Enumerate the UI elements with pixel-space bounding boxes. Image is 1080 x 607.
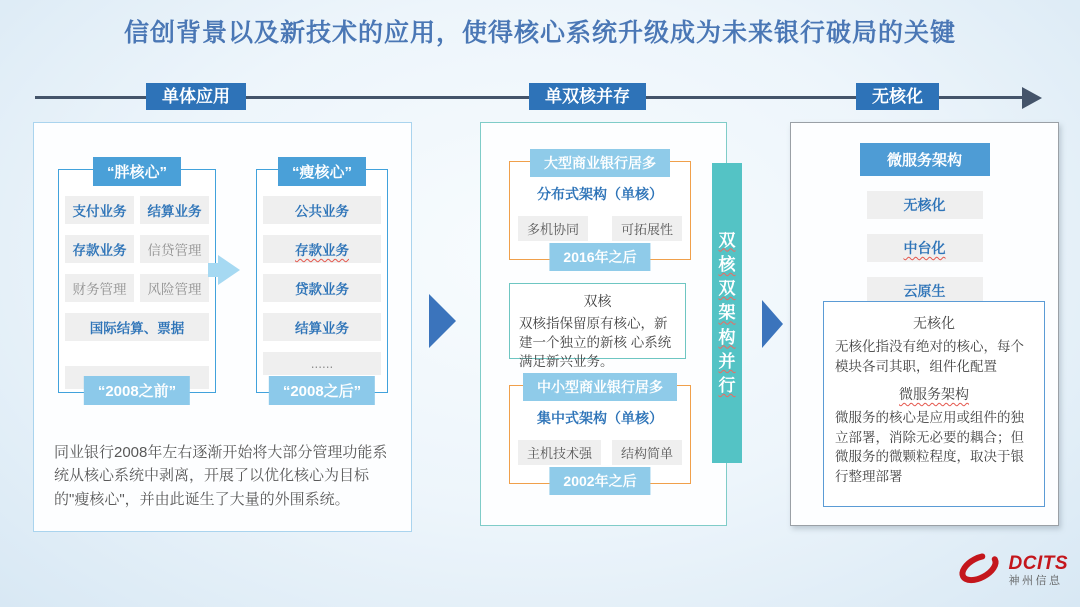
- thin-core-items: [257, 170, 387, 375]
- dual-core-definition-box: [509, 283, 686, 370]
- small-banks-tags: [510, 428, 690, 465]
- vbar-char: 架: [718, 303, 736, 323]
- dual-core-title: 双核: [583, 293, 612, 309]
- list-item: 公共业务: [263, 196, 381, 224]
- coreless-title: 无核化: [913, 315, 955, 331]
- dual-core-body: 双核指保留原有核心，新建一个独立的新核 心系统满足新兴业务。: [519, 316, 672, 370]
- fat-core-header: “胖核心”: [93, 157, 181, 186]
- list-item: 多机协同: [518, 216, 588, 241]
- list-item: 主机技术强: [518, 440, 601, 465]
- small-banks-architecture: 集中式架构（单核）: [537, 410, 663, 426]
- large-banks-architecture: 分布式架构（单核）: [537, 186, 663, 202]
- monolith-era-description: 同业银行2008年左右逐渐开始将大部分管理功能系统从核心系统中剥离，开展了以优化核心为目标的"瘦核心"，并由此诞生了大量的外围系统。: [54, 444, 388, 508]
- microservice-subtitle: 微服务架构: [899, 386, 969, 403]
- thin-core-footer: “2008之后”: [269, 376, 375, 405]
- large-banks-footer: 2016年之后: [549, 243, 650, 271]
- thin-core-header: “瘦核心”: [278, 157, 366, 186]
- list-item: 存款业务: [65, 235, 134, 263]
- vbar-char: 行: [718, 376, 736, 396]
- small-banks-footer: 2002年之后: [549, 467, 650, 495]
- list-item: 结构简单: [612, 440, 682, 465]
- transition-arrow-icon: [218, 255, 240, 285]
- timeline-stage-monolith: 单体应用: [146, 83, 246, 110]
- dcits-logo: [955, 547, 1069, 594]
- dual-core-parallel-bar: [712, 163, 742, 463]
- panel-coreless-era: [790, 122, 1059, 526]
- logo-subtitle: 神州信息: [1008, 574, 1063, 587]
- small-banks-box: [509, 379, 691, 489]
- large-banks-header: 大型商业银行居多: [530, 149, 670, 177]
- list-item: 贷款业务: [263, 274, 381, 302]
- dcits-swoosh-icon: [955, 547, 1003, 594]
- list-item: 国际结算、票据: [65, 313, 209, 341]
- next-stage-arrow-icon: [429, 294, 456, 348]
- large-banks-tags: [510, 204, 690, 241]
- vbar-char: 构: [718, 327, 736, 347]
- list-item: 可拓展性: [612, 216, 682, 241]
- microservice-body: 微服务的核心是应用或组件的独立部署，消除无必要的耦合；但微服务的微颗粒程度，取决于银行整理部署: [835, 410, 1024, 484]
- list-item: 结算业务: [263, 313, 381, 341]
- large-banks-box: [509, 155, 691, 265]
- vbar-char: 核: [718, 254, 736, 274]
- list-item: ......: [263, 352, 381, 375]
- list-item: 中台化: [867, 234, 983, 262]
- panel-monolith-era: [33, 122, 412, 532]
- list-item: 结算业务: [140, 196, 209, 224]
- panel-dual-core-era: [480, 122, 727, 526]
- fat-core-box: [58, 164, 216, 400]
- small-banks-header: 中小型商业银行居多: [523, 373, 677, 401]
- microservice-header: 微服务架构: [860, 143, 990, 176]
- coreless-detail-box: [823, 301, 1045, 507]
- slide-title: 信创背景以及新技术的应用，使得核心系统升级成为未来银行破局的关键: [123, 19, 956, 47]
- list-item: 信贷管理: [140, 235, 209, 263]
- list-item: 无核化: [867, 191, 983, 219]
- list-item: 风险管理: [140, 274, 209, 302]
- timeline-stage-dual-core: 单双核并存: [529, 83, 646, 110]
- vbar-char: 双: [718, 230, 736, 250]
- timeline-stage-coreless: 无核化: [856, 83, 939, 110]
- fat-core-footer: “2008之前”: [84, 376, 190, 405]
- timeline-arrowhead-icon: [1022, 87, 1042, 109]
- next-stage-arrow-icon: [762, 300, 783, 348]
- vbar-char: 并: [718, 351, 736, 371]
- list-item: 支付业务: [65, 196, 134, 224]
- logo-name: DCITS: [1008, 552, 1068, 574]
- list-item: 存款业务: [263, 235, 381, 263]
- list-item: 云原生: [867, 277, 983, 305]
- logo-text: [1009, 554, 1069, 587]
- thin-core-box: [256, 164, 388, 400]
- vbar-char: 双: [718, 279, 736, 299]
- fat-core-items: [59, 170, 215, 389]
- list-item: 财务管理: [65, 274, 134, 302]
- coreless-body: 无核化指没有绝对的核心，每个模块各司其职，组件化配置: [835, 339, 1024, 374]
